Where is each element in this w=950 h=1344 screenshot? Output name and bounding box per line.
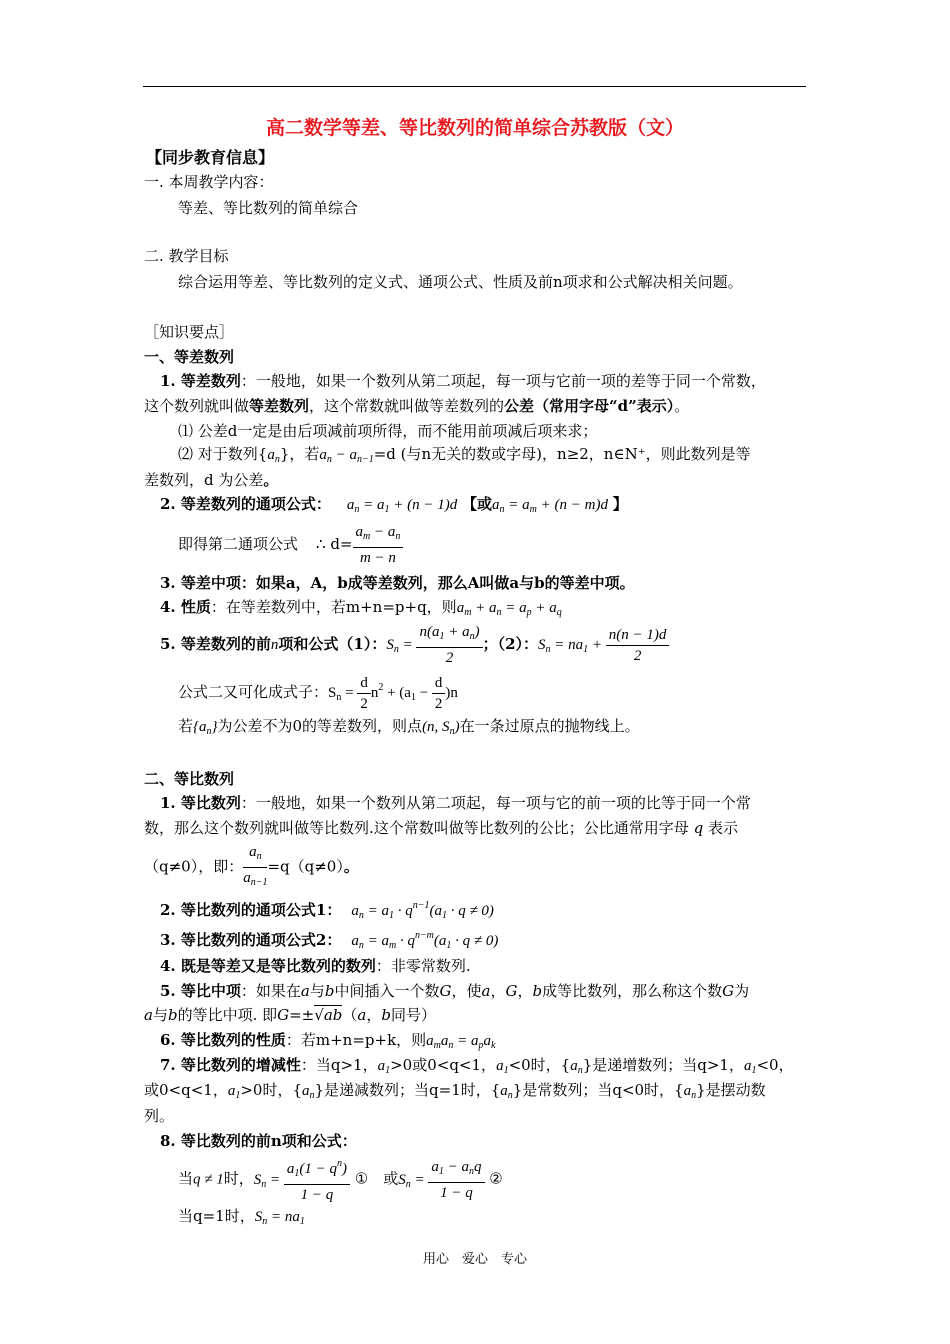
arith-property: 4. 性质：在等差数列中，若m+n=p+q，则$a_m + a_n = a_p + a_q$ — [160, 598, 562, 618]
geom-sum-q1: 当q=1时，$S_n = na_1$ — [178, 1207, 305, 1227]
arith-heading: 一、等差数列 — [144, 348, 235, 366]
knowledge-heading: ［知识要点］ — [144, 323, 235, 341]
geom-both: 4. 既是等差又是等比数列的数列：非零常数列. — [160, 957, 471, 975]
section-content-text: 等差、等比数列的简单综合 — [178, 199, 359, 217]
geom-sum-heading: 8. 等比数列的前n项和公式： — [160, 1132, 357, 1150]
arith-note1: ⑴ 公差d一定是由后项减前项所得，而不能用前项减后项来求； — [178, 422, 598, 440]
geom-monotonic-line1: 7. 等比数列的增减性：当q>1，$a_1>0$或0<q<1，$a_1<0$时，$\{a_n\}$是递增数列；当q>1，$a_1<0$， — [160, 1056, 794, 1076]
arith-def-line1: 1. 等差数列：一般地，如果一个数列从第二项起，每一项与它前一项的差等于同一个常数， — [160, 372, 766, 390]
geom-def-line2: 数，那么这个数列就叫做等比数列.这个常数叫做等比数列的公比；公比通常用字母 q 表示 — [144, 819, 738, 837]
geom-def-ratio: （q≠0），即： $\frac{a_n}{a_{n-1}}$ =q（q≠0）。 — [144, 844, 359, 888]
sync-info-heading: 【同步教育信息】 — [146, 148, 275, 167]
arith-parabola: 若$\{a_n\}$为公差不为0的等差数列，则点(n, $S_n$)在一条过原点的抛物线上。 — [178, 717, 640, 737]
arith-second-formula: 即得第二通项公式 ∴ d= $\frac{a_m - a_n}{m - n}$ — [178, 522, 403, 568]
geom-middle-term-cont: a与b的等比中项. 即G=±√ab（a，b同号） — [144, 1006, 436, 1024]
header-rule — [143, 86, 806, 87]
geom-general-formula-1: 2. 等比数列的通项公式1： $a_n = a_1 \cdot q^{n-1}(a_1 \cdot q \ne 0)$ — [160, 900, 494, 921]
geom-monotonic-line2: 或0<q<1，$a_1>0$时，$\{a_n\}$是递减数列；当q=1时，$\{a_n\}$是常数列；当q<0时，$\{a_n\}$是摆动数 — [144, 1081, 766, 1101]
page-title: 高二数学等差、等比数列的简单综合苏教版（文） — [265, 117, 684, 139]
arith-def-line2: 这个数列就叫做等差数列，这个常数就叫做等差数列的公差（常用字母“d”表示）。 — [144, 397, 690, 415]
section-content-heading: 一. 本周教学内容： — [144, 173, 274, 191]
geom-monotonic-line3: 列。 — [144, 1107, 175, 1125]
arith-sum-formula: 5. 等差数列的前n项和公式（1）：$S_n$ = $\frac{n(a_1 + a_n)}{2}$ ；（2）：$S_n = na_1$ + $\frac{n(n - 1)d}{2}$ — [160, 622, 669, 670]
geom-middle-term: 5. 等比中项：如果在a与b中间插入一个数G，使a，G，b成等比数列，那么称这个数G为 — [160, 982, 750, 1000]
arith-middle-term: 3. 等差中项：如果a，A，b成等差数列，那么A叫做a与b的等差中项。 — [160, 574, 635, 592]
arith-general-formula: 2. 等差数列的通项公式： $a_n = a_1 + (n - 1)d$ 【或$a_n = a_m + (n - m)d$ 】 — [160, 495, 628, 515]
geom-def-line1: 1. 等比数列：一般地，如果一个数列从第二项起，每一项与它的前一项的比等于同一个常 — [160, 794, 751, 812]
geom-general-formula-2: 3. 等比数列的通项公式2： $a_n = a_m \cdot q^{n-m}(a_1 \cdot q \ne 0)$ — [160, 930, 499, 951]
geom-sum-formula: 当q ≠ 1时，$S_n$ = $\frac{a_1(1 - q^n)}{1 - q}$ ① 或$S_n$ = $\frac{a_1 - a_nq}{1 - q}$ ② — [178, 1154, 503, 1207]
page-footer: 用心 爱心 专心 — [422, 1252, 527, 1267]
section-goal-heading: 二. 教学目标 — [144, 247, 229, 265]
arith-note2-cont: 差数列，d 为公差。 — [144, 471, 279, 489]
geom-property: 6. 等比数列的性质：若m+n=p+k，则$a_ma_n = a_pa_k$ — [160, 1031, 496, 1051]
arith-sum-alt: 公式二又可化成式子：$S_n$ = $\frac{d}{2}$ $n^2 + (a_1$ − $\frac{d}{2}$ )n — [178, 674, 458, 712]
geom-heading: 二、等比数列 — [144, 770, 235, 788]
section-goal-text: 综合运用等差、等比数列的定义式、通项公式、性质及前n项求和公式解决相关问题。 — [178, 273, 743, 291]
arith-note2: ⑵ 对于数列$\{a_n\}$，若$a_n - a_{n-1}=d$ (与n无关的数或字母)，n≥2，n∈N⁺，则此数列是等 — [178, 445, 751, 465]
